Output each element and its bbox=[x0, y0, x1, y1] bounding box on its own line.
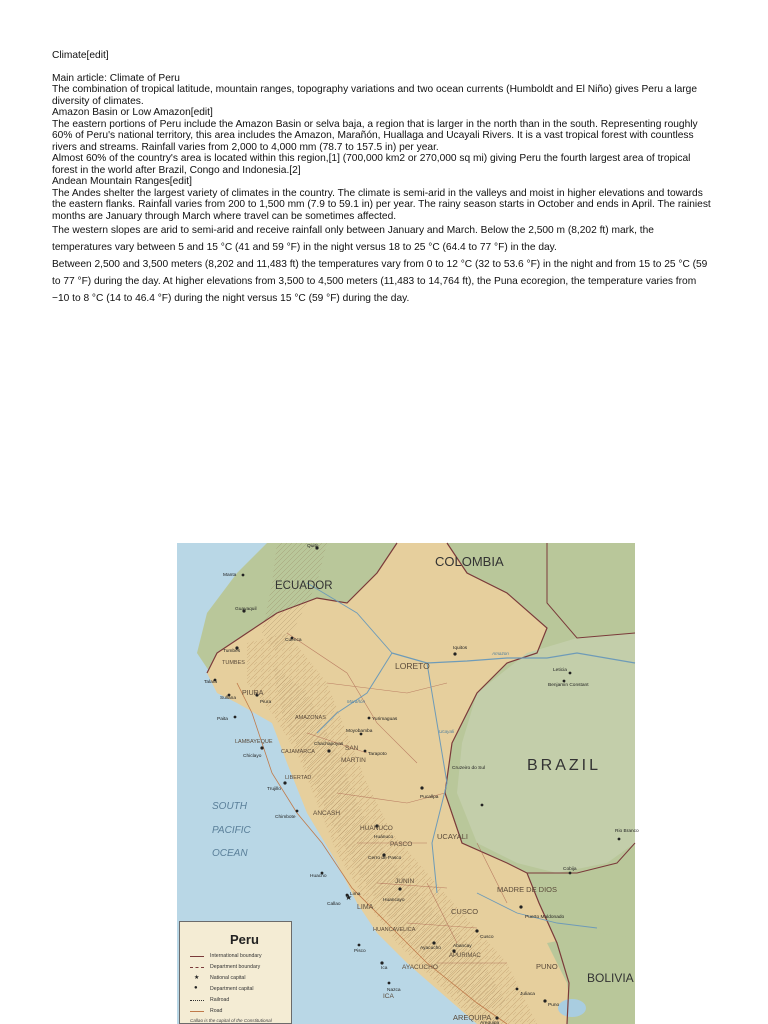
city-marker bbox=[327, 749, 330, 752]
label-cruzeiro: Cruzeiro do Sul bbox=[452, 766, 486, 771]
paragraph-andean-1: The Andes shelter the largest variety of climates in the country. The climate is semi-arid in the valleys and moist in higher elevations and towards the eastern flanks. Rainfall varies from 200 to 1,500 mm (7.9 to 59.1 in) per year. The rainy season starts in October and ends in April. The rainiest months are January through March where travel can be sometimes affected. bbox=[52, 187, 711, 222]
label-huacho: Huacho bbox=[310, 874, 327, 879]
label-puno-city: Puno bbox=[548, 1003, 560, 1008]
legend-label: National capital bbox=[210, 975, 246, 981]
city-marker bbox=[234, 716, 237, 719]
legend-item bbox=[190, 985, 290, 995]
label-ocean-3: OCEAN bbox=[212, 848, 248, 859]
label-puno: PUNO bbox=[536, 962, 558, 971]
label-amazonas: AMAZONAS bbox=[295, 715, 326, 721]
label-manta: Manta bbox=[223, 573, 237, 578]
legend-label: International boundary bbox=[210, 953, 262, 959]
city-marker bbox=[260, 746, 263, 749]
lake-titicaca bbox=[558, 999, 586, 1017]
label-quito: Quito bbox=[307, 544, 319, 549]
label-abancay: Abancay bbox=[453, 944, 472, 949]
label-ocean-2: PACIFIC bbox=[212, 825, 251, 836]
label-chimbote: Chimbote bbox=[275, 815, 296, 820]
section-heading-andean: Andean Mountain Ranges[edit] bbox=[52, 176, 192, 187]
label-chachapoyas: Chachapoyas bbox=[314, 742, 344, 747]
label-libertad: LIBERTAD bbox=[285, 775, 312, 781]
label-cusco-city: Cusco bbox=[480, 935, 494, 940]
label-piura: PIURA bbox=[242, 690, 264, 697]
label-pucallpa: Pucallpa bbox=[420, 795, 439, 800]
label-loreto: LORETO bbox=[395, 661, 430, 671]
city-marker bbox=[481, 804, 484, 807]
label-guayaquil: Guayaquil bbox=[235, 607, 257, 612]
section-heading-amazon: Amazon Basin or Low Amazon[edit] bbox=[52, 107, 213, 118]
city-marker bbox=[380, 961, 383, 964]
city-marker bbox=[368, 717, 371, 720]
label-lambayeque: LAMBAYEQUE bbox=[235, 739, 273, 745]
star-icon: ★ bbox=[194, 975, 200, 981]
label-huancayo: Huancayo bbox=[383, 898, 405, 903]
label-apurimac: APURIMAC bbox=[449, 953, 481, 959]
city-marker bbox=[364, 750, 367, 753]
label-ocean-1: SOUTH bbox=[212, 801, 247, 812]
legend-title: Peru bbox=[230, 932, 259, 947]
city-marker bbox=[432, 941, 435, 944]
city-marker bbox=[398, 887, 401, 890]
label-colombia: COLOMBIA bbox=[435, 554, 504, 569]
legend-item bbox=[190, 996, 290, 1006]
legend-item bbox=[190, 963, 290, 973]
label-puerto-maldonado: Puerto Maldonado bbox=[525, 915, 565, 920]
label-yurimaguas: Yurimaguas bbox=[372, 717, 398, 722]
legend-item bbox=[190, 1007, 290, 1017]
label-juliaca: Juliaca bbox=[520, 992, 535, 997]
label-cuenca: Cuenca bbox=[285, 638, 302, 643]
legend-note: Callao is the capital of the Constitutional bbox=[190, 1018, 272, 1023]
label-leticia: Leticia bbox=[553, 668, 567, 673]
label-ucayali: UCAYALI bbox=[437, 832, 468, 841]
city-marker bbox=[516, 988, 519, 991]
label-ayacucho-city: Ayacucho bbox=[420, 946, 441, 951]
city-marker bbox=[475, 929, 478, 932]
label-benjamin-constant: Benjamin Constant bbox=[548, 683, 589, 688]
article bbox=[52, 50, 714, 307]
paragraph-andean-2: The western slopes are arid to semi-arid and receive rainfall only between January and March. Below the 2,500 m (8,202 ft) mark, the temperatures vary between 5 and 15 °C (41 and 59 °F) in the night versus 18 to 25 °C (64.4 to 77 °F) in the day. bbox=[52, 225, 654, 253]
label-bolivia: BOLIVIA bbox=[587, 971, 634, 985]
city-marker bbox=[543, 999, 546, 1002]
label-iquitos: Iquitos bbox=[453, 646, 468, 651]
label-tarapoto: Tarapoto bbox=[368, 752, 387, 757]
city-marker bbox=[618, 838, 621, 841]
lima-capital-star: ★ bbox=[345, 893, 353, 902]
paragraph-intro: The combination of tropical latitude, mountain ranges, topography variations and two ocean currents (Humboldt and El Niño) gives Peru a large diversity of climates. bbox=[52, 84, 698, 107]
label-pasco: PASCO bbox=[390, 841, 413, 848]
legend-line-swatch bbox=[190, 956, 204, 957]
city-marker bbox=[569, 872, 572, 875]
label-lima: LIMA bbox=[357, 904, 374, 911]
label-maranon-river: Marañón bbox=[347, 699, 366, 704]
city-marker bbox=[453, 652, 456, 655]
legend-line-swatch bbox=[190, 1000, 204, 1001]
label-brazil: BRAZIL bbox=[527, 757, 602, 774]
label-ecuador: ECUADOR bbox=[275, 580, 333, 592]
main-article-link[interactable]: Main article: Climate of Peru bbox=[52, 72, 180, 84]
legend-item bbox=[190, 974, 290, 984]
city-marker bbox=[569, 672, 572, 675]
city-marker bbox=[388, 982, 391, 985]
label-cobija: Cobija bbox=[563, 867, 577, 872]
city-marker bbox=[358, 944, 361, 947]
city-marker bbox=[563, 680, 566, 683]
label-huanuco: HUANUCO bbox=[360, 825, 393, 832]
city-marker bbox=[242, 574, 245, 577]
label-cajamarca: CAJAMARCA bbox=[281, 749, 315, 755]
label-rio-branco: Rio Branco bbox=[615, 829, 639, 834]
legend-label: Department boundary bbox=[210, 964, 261, 970]
city-marker bbox=[420, 786, 423, 789]
label-amazon-river: Amazon bbox=[492, 651, 509, 656]
label-arequipa-city: Arequipa bbox=[480, 1021, 500, 1024]
city-marker bbox=[495, 1016, 498, 1019]
label-martin: MARTIN bbox=[341, 757, 366, 764]
label-madre-de-dios: MADRE DE DIOS bbox=[497, 885, 558, 894]
legend-item bbox=[190, 952, 290, 962]
legend-line-swatch bbox=[190, 1011, 204, 1012]
city-marker bbox=[296, 810, 299, 813]
label-callao: Callao bbox=[327, 902, 341, 907]
peru-map bbox=[177, 543, 639, 1024]
paragraph-amazon-1: The eastern portions of Peru include the Amazon Basin or selva baja, a region that is larger in the north than in the south. Representing roughly 60% of Peru's national territory, this area includes the Amazon, Marañón, Huallaga and Ucayali Rivers. It is a vast tropical forest with countless rivers and streams. Rainfall varies from 2,000 to 4,000 mm (78.7 to 157.5 in) per year. bbox=[52, 118, 698, 153]
paragraph-andean-3: Between 2,500 and 3,500 meters (8,202 and 11,483 ft) the temperatures vary from 0 to 12 °C (32 to 53.6 °F) in the night and from 15 to 25 °C (59 to 77 °F) during the day. At higher elevations from 3,500 to 4,500 meters (11,483 to 14,764 ft), the Puna ecoregion, the temperature varies from −10 to 8 °C (14 to 46.4 °F) during the night versus 15 °C (59 °F) during the day. bbox=[52, 259, 708, 304]
legend-label: Department capital bbox=[210, 986, 254, 992]
label-tumbes-city: Tumbes bbox=[223, 649, 241, 654]
label-nazca: Nazca bbox=[387, 988, 401, 993]
label-ucayali-river: Ucayali bbox=[439, 729, 455, 734]
label-sullana: Sullana bbox=[220, 696, 237, 701]
label-ayacucho: AYACUCHO bbox=[402, 964, 438, 971]
label-lima-city: Lima bbox=[350, 892, 361, 897]
label-cusco: CUSCO bbox=[451, 907, 479, 916]
label-junin: JUNIN bbox=[395, 878, 415, 885]
legend-label: Railroad bbox=[210, 997, 230, 1003]
label-huanuco-city: Huánuco bbox=[374, 835, 394, 840]
label-trujillo: Trujillo bbox=[267, 787, 281, 792]
label-san: SAN bbox=[345, 745, 359, 752]
label-moyobamba: Moyobamba bbox=[346, 729, 373, 734]
label-tumbes: TUMBES bbox=[222, 660, 245, 666]
label-pisco: Pisco bbox=[354, 949, 366, 954]
map-legend bbox=[179, 921, 292, 1024]
label-cerro-de-pasco: Cerro de Pasco bbox=[368, 856, 402, 861]
legend-line-swatch bbox=[190, 967, 204, 968]
city-marker bbox=[283, 781, 286, 784]
label-piura-city: Piura bbox=[260, 700, 272, 705]
label-ica-city: Ica bbox=[381, 966, 388, 971]
city-marker bbox=[519, 905, 522, 908]
label-ica: ICA bbox=[383, 993, 394, 1000]
dot-icon: ● bbox=[194, 985, 198, 991]
section-heading-climate: Climate[edit] bbox=[52, 50, 109, 61]
label-chiclayo: Chiclayo bbox=[243, 754, 262, 759]
label-paita: Paita bbox=[217, 717, 228, 722]
legend-label: Road bbox=[210, 1008, 223, 1014]
label-ancash: ANCASH bbox=[313, 810, 341, 817]
label-huancavelica: HUANCAVELICA bbox=[373, 927, 416, 933]
label-talara: Talara bbox=[204, 680, 218, 685]
label-arequipa: AREQUIPA bbox=[453, 1013, 492, 1022]
paragraph-amazon-2: Almost 60% of the country's area is located within this region,[1] (700,000 km2 or 270,000 sq mi) giving Peru the fourth largest area of tropical forest in the world after Brazil, Congo and Indonesia.[2] bbox=[52, 153, 691, 176]
